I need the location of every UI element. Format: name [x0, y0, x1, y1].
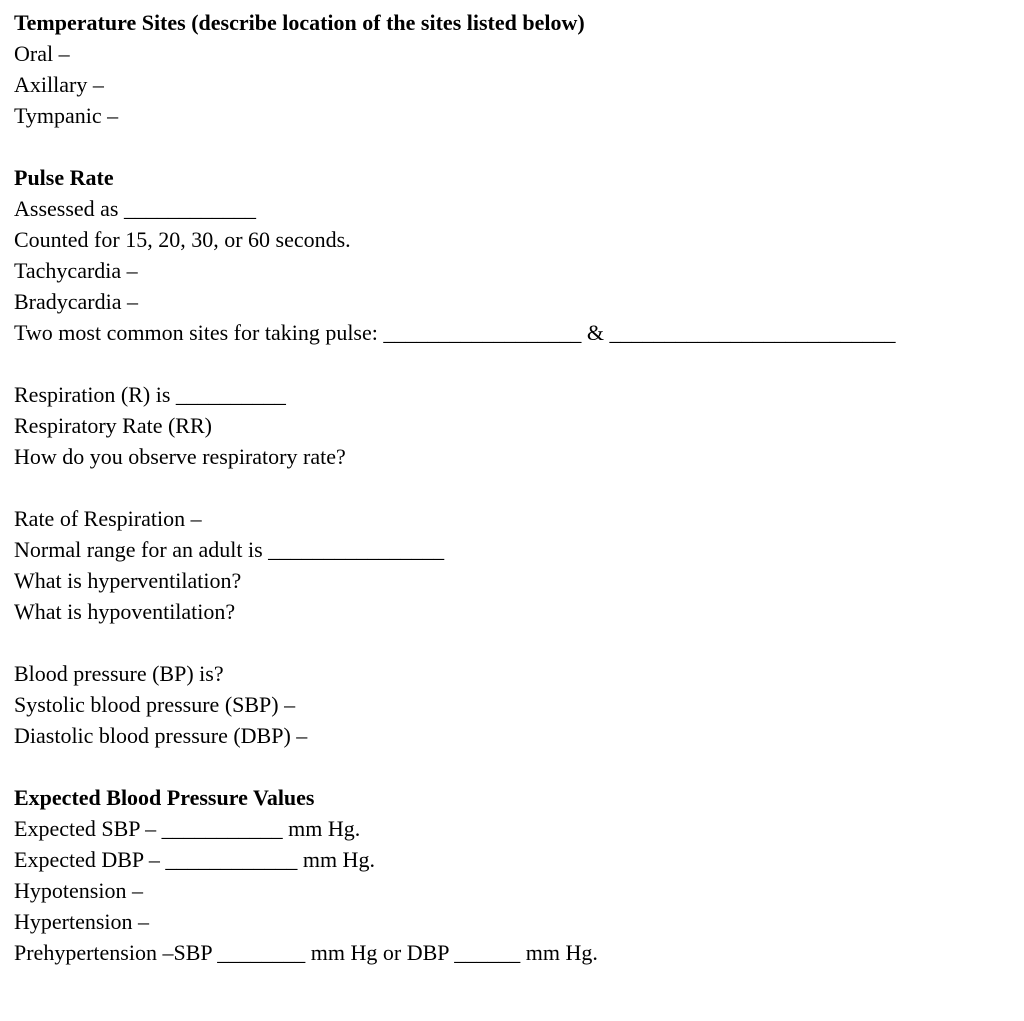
- doc-line-bradycardia: Bradycardia –: [14, 289, 138, 314]
- doc-line-sbp: Systolic blood pressure (SBP) –: [14, 692, 296, 717]
- section-temperature-sites: [14, 7, 984, 131]
- section-heading-expected-bp-values: Expected Blood Pressure Values: [14, 785, 315, 810]
- doc-line-assessed-as: Assessed as ____________: [14, 196, 256, 221]
- doc-line-prehypertension: Prehypertension –SBP ________ mm Hg or DBP ______ mm Hg.: [14, 940, 598, 965]
- doc-line-hypotension: Hypotension –: [14, 878, 143, 903]
- section-expected-bp-values: [14, 782, 984, 968]
- doc-line-tympanic: Tympanic –: [14, 103, 119, 128]
- doc-line-expected-sbp: Expected SBP – ___________ mm Hg.: [14, 816, 361, 841]
- doc-line-hypoventilation: What is hypoventilation?: [14, 599, 236, 624]
- doc-line-counted-for: Counted for 15, 20, 30, or 60 seconds.: [14, 227, 351, 252]
- doc-line-tachycardia: Tachycardia –: [14, 258, 138, 283]
- doc-line-observe-respiratory-rate: How do you observe respiratory rate?: [14, 444, 346, 469]
- doc-line-hyperventilation: What is hyperventilation?: [14, 568, 242, 593]
- doc-line-normal-range: Normal range for an adult is ________________: [14, 537, 445, 562]
- section-rate-of-respiration: [14, 503, 984, 627]
- section-pulse-rate: [14, 162, 984, 348]
- section-heading-pulse-rate: Pulse Rate: [14, 165, 114, 190]
- doc-line-bp-is: Blood pressure (BP) is?: [14, 661, 224, 686]
- doc-line-expected-dbp: Expected DBP – ____________ mm Hg.: [14, 847, 375, 872]
- doc-line-dbp: Diastolic blood pressure (DBP) –: [14, 723, 308, 748]
- doc-line-respiratory-rate: Respiratory Rate (RR): [14, 413, 212, 438]
- doc-line-rate-of-respiration: Rate of Respiration –: [14, 506, 202, 531]
- section-respiration: [14, 379, 984, 472]
- section-blood-pressure: [14, 658, 984, 751]
- section-heading-temperature-sites: Temperature Sites (describe location of the sites listed below): [14, 10, 585, 35]
- doc-line-respiration-is: Respiration (R) is __________: [14, 382, 286, 407]
- doc-line-oral: Oral –: [14, 41, 70, 66]
- doc-line-pulse-sites: Two most common sites for taking pulse: __________________ & __________________________: [14, 320, 896, 345]
- doc-line-axillary: Axillary –: [14, 72, 104, 97]
- doc-line-hypertension: Hypertension –: [14, 909, 150, 934]
